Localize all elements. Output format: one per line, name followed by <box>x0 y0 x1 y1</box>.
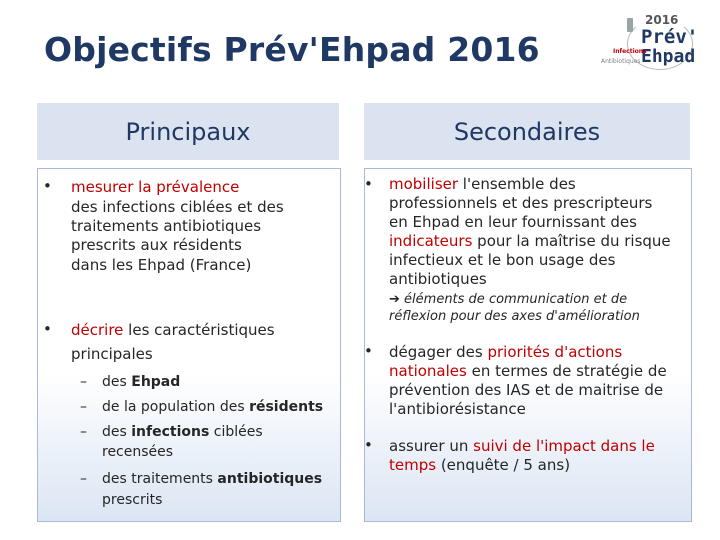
subitem-residents <box>102 398 323 417</box>
subitem-text: des traitements <box>102 471 218 487</box>
left-item2-rest: les caractéristiques <box>123 321 275 339</box>
right-item1-line2: professionnels et des prescripteurs <box>389 194 653 212</box>
bullet: • <box>43 320 52 338</box>
note-text: éléments de communication et de <box>404 292 628 307</box>
right-item1-line6: antibiotiques <box>389 270 487 288</box>
right-item1-strong: mobiliser <box>389 175 459 193</box>
right-item1-line3: en Ehpad en leur fournissant des <box>389 213 637 231</box>
bullet: • <box>364 436 373 454</box>
bullet: • <box>43 177 52 195</box>
right-item3-line2 <box>389 456 570 475</box>
right-item2-pre: dégager des <box>389 343 488 361</box>
left-item1-strong: mesurer la prévalence <box>71 178 240 196</box>
subitem-text: des <box>102 374 132 390</box>
dash: – <box>80 399 87 415</box>
right-item1-l4rest: pour la maîtrise du risque <box>472 232 671 250</box>
logo-line2: Ehpad <box>641 46 696 67</box>
subitem-bold: antibiotiques <box>217 471 323 487</box>
right-item3-strong1: suivi de l'impact dans le <box>473 437 655 455</box>
subitem-text: de la population des <box>102 399 250 415</box>
right-item1-line4 <box>389 232 671 251</box>
subitem-post: ciblées <box>209 424 263 440</box>
logo-line1: Prév' <box>641 26 699 48</box>
right-item2-strong2: nationales <box>389 362 467 380</box>
subitem-text: des <box>102 424 132 440</box>
right-item3-line1 <box>389 437 655 456</box>
prev-ehpad-logo <box>597 8 715 70</box>
subitem-antibiotiques-cont: prescrits <box>102 492 163 508</box>
subitem-bold: résidents <box>249 399 324 415</box>
left-item2-line2: principales <box>71 345 153 363</box>
slide-title: Objectifs Prév'Ehpad 2016 <box>44 30 540 69</box>
right-item3-l2rest: (enquête / 5 ans) <box>436 456 571 474</box>
right-item1-note1 <box>389 291 627 309</box>
left-item1-line5: dans les Ehpad (France) <box>71 256 252 274</box>
right-item2-strong1: priorités d'actions <box>487 343 623 361</box>
arrow-right-icon: ➔ <box>389 292 400 307</box>
left-item2-line1 <box>71 321 275 340</box>
right-item1-strong2: indicateurs <box>389 232 473 250</box>
right-item3-strong2: temps <box>389 456 437 474</box>
subitem-bold: infections <box>131 424 210 440</box>
dash: – <box>80 471 87 487</box>
bottle-icon <box>627 18 633 32</box>
right-item1-line1 <box>389 175 576 194</box>
right-item2-line3: prévention des IAS et de maitrise de <box>389 381 664 399</box>
subitem-bold: Ehpad <box>131 374 181 390</box>
logo-year: 2016 <box>645 13 679 27</box>
dash: – <box>80 424 87 440</box>
right-item2-l2rest: en termes de stratégie de <box>466 362 667 380</box>
right-item2-line4: l'antibiorésistance <box>389 400 526 418</box>
bullet: • <box>364 342 373 360</box>
right-item2-line1 <box>389 343 622 362</box>
header-secondaires: Secondaires <box>364 103 690 160</box>
subitem-antibiotiques <box>102 470 322 489</box>
right-item1-note2: réflexion pour des axes d'amélioration <box>389 309 640 324</box>
subitem-infections <box>102 423 263 442</box>
subitem-infections-cont: recensées <box>102 444 174 460</box>
logo-tag-antibiotiques: Antibiotiques <box>601 58 641 65</box>
left-item1-line4: prescrits aux résidents <box>71 236 242 254</box>
left-item2-strong: décrire <box>71 321 124 339</box>
bullet: • <box>364 175 373 193</box>
right-item1-line5: infectieux et le bon usage des <box>389 251 616 269</box>
left-item1-line1 <box>71 178 239 197</box>
dash: – <box>80 374 87 390</box>
right-item1-l1rest: l'ensemble des <box>458 175 576 193</box>
left-item1-line3: traitements antibiotiques <box>71 217 262 235</box>
subitem-ehpad <box>102 373 180 392</box>
right-item2-line2 <box>389 362 667 381</box>
logo-tag-infections: Infections <box>613 48 647 55</box>
left-item1-line2: des infections ciblées et des <box>71 198 284 216</box>
right-item3-pre: assurer un <box>389 437 474 455</box>
header-principaux: Principaux <box>37 103 339 160</box>
